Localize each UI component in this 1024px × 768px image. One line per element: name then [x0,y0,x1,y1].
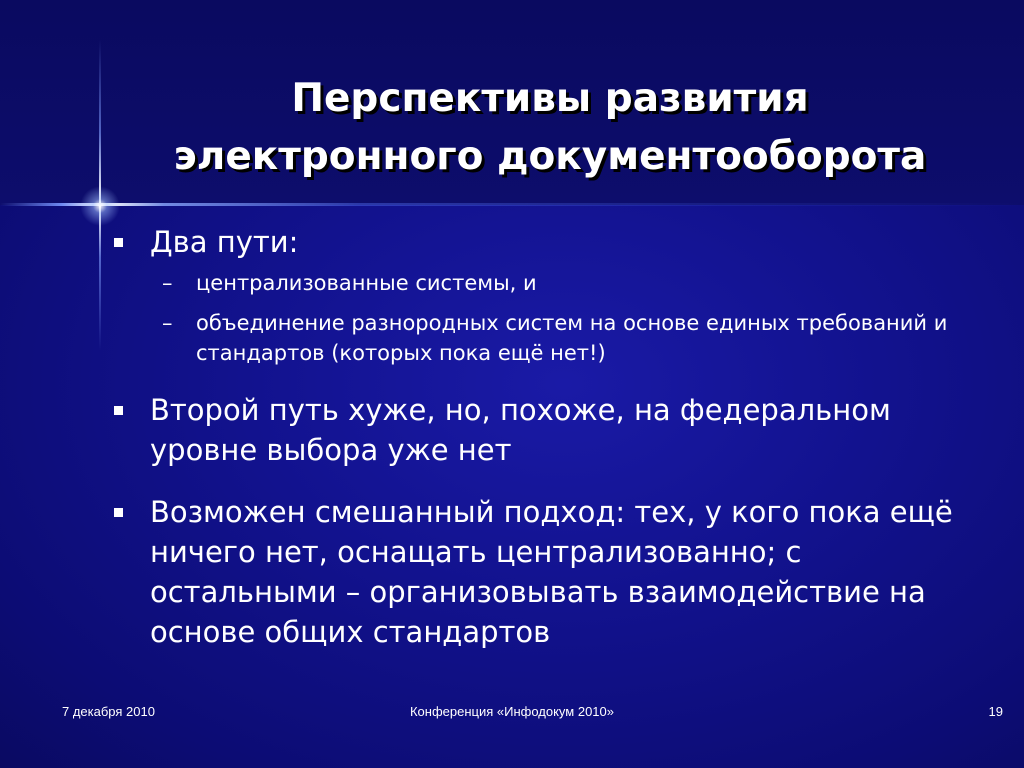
footer-page-number: 19 [988,704,1003,719]
slide-title-line-1: Перспективы развития [291,76,809,121]
square-bullet-icon [114,508,123,517]
slide-title-line-2: электронного документооборота [173,134,927,179]
sub-bullet-item [150,268,990,298]
bullet-item [110,222,990,368]
bullet-item [110,492,990,652]
sparkle-star-icon [80,186,120,226]
sparkle-horizontal-line [0,203,1024,206]
sub-bullet-list [150,268,990,368]
dash-bullet-icon: – [162,271,173,295]
slide-title [100,70,1000,186]
footer-date: 7 декабря 2010 [62,704,155,719]
footer-conference: Конференция «Инфодокум 2010» [409,704,614,719]
bullet-text: Возможен смешанный подход: тех, у кого пока ещё ничего нет, оснащать централизованно; с остальными – организовывать взаимодействие на основе общих стандартов [150,495,953,649]
bullet-text: Два пути: [150,225,299,259]
bullet-list [110,222,990,674]
square-bullet-icon [114,406,123,415]
sub-bullet-item [150,308,990,368]
bullet-item [110,390,990,470]
dash-bullet-icon: – [162,311,173,335]
square-bullet-icon [114,238,123,247]
sub-bullet-text: централизованные системы, и [196,271,537,295]
bullet-text: Второй путь хуже, но, похоже, на федеральном уровне выбора уже нет [150,393,891,467]
sub-bullet-text: объединение разнородных систем на основе единых требований и стандартов (которых пока ещё нет!) [196,311,948,365]
